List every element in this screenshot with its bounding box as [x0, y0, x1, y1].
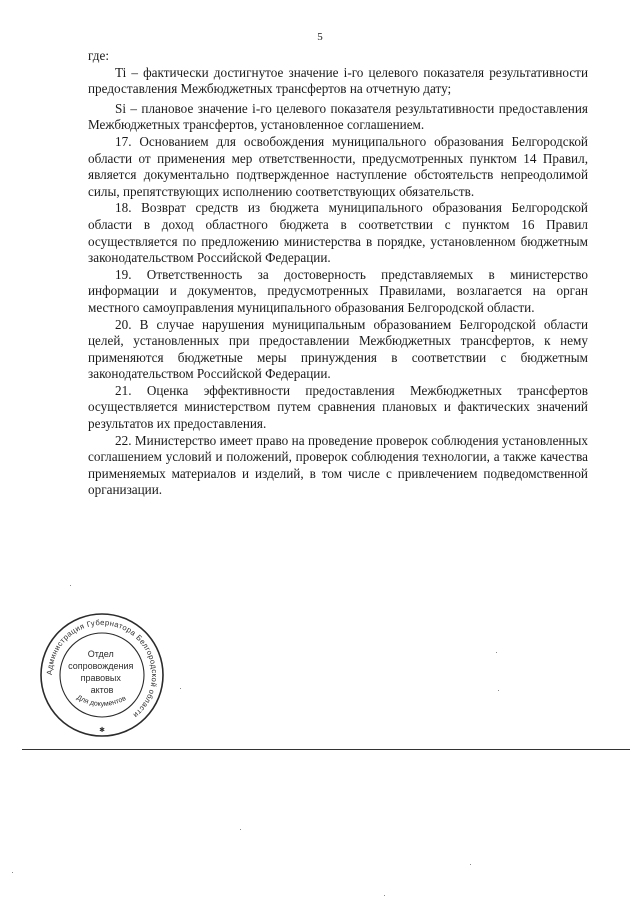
scan-speck	[470, 864, 471, 865]
scan-speck	[180, 688, 181, 689]
paragraph-21: 21. Оценка эффективности предоставления Межбюджетных трансфертов осуществляется министерством путем сравнения плановых и фактических значений результатов их предоставления.	[88, 382, 588, 432]
scan-speck	[12, 872, 13, 873]
stamp-line-1: Отдел	[87, 649, 114, 659]
paragraph-ti-definition: Ti – фактически достигнутое значение i-го целевого показателя результативности предоставления Межбюджетных трансфертов на отчетную дату;	[88, 64, 588, 97]
stamp-line-4: актов	[90, 685, 114, 695]
stamp-bottom-text: Для документов	[75, 694, 128, 709]
paragraph-si-definition: Si – плановое значение i-го целевого показателя результативности предоставления Межбюджетных трансфертов, установленное соглашением.	[88, 100, 588, 133]
svg-text:Для документов	[75, 694, 127, 708]
horizontal-rule	[22, 749, 630, 750]
stamp-ring-text: Администрация Губернатора Белгородской области	[44, 617, 160, 720]
paragraph-19: 19. Ответственность за достоверность представляемых в министерство информации и документов, предусмотренных Правилами, возлагается на орган местного самоуправления муниципального образования Белгородской области.	[88, 266, 588, 315]
scan-speck	[496, 652, 497, 653]
stamp-line-2: сопровождения	[68, 661, 134, 671]
official-stamp	[39, 612, 165, 738]
stamp-star-icon: ✱	[99, 726, 105, 734]
paragraph-20: 20. В случае нарушения муниципальным образованием Белгородской области целей, установленных при предоставлении Межбюджетных трансфертов, к нему применяются бюджетные меры принуждения в соответствии с бюджетным законодательством Российской Федерации.	[88, 316, 588, 382]
svg-text:Отдел сопровождения пр	[68, 649, 136, 695]
paragraph-18: 18. Возврат средств из бюджета муниципального образования Белгородской области в доход областного бюджета в соответствии с пунктом 16 Правил осуществляется по предложению министерства в порядке, установленном бюджетным законодательством Российской Федерации.	[88, 200, 588, 266]
scan-speck	[70, 585, 71, 586]
paragraph-intro: где:	[88, 48, 109, 63]
document-body	[88, 48, 588, 499]
scan-speck	[498, 690, 499, 691]
stamp-line-3: правовых	[80, 673, 121, 683]
page-number: 5	[317, 31, 323, 43]
scan-speck	[240, 829, 241, 830]
paragraph-22: 22. Министерство имеет право на проведение проверок соблюдения установленных соглашением условий и положений, проверок соблюдения технологии, а также качества применяемых материалов и изделий, в том числе с привлечением подведомственной организации.	[88, 432, 588, 498]
paragraph-17: 17. Основанием для освобождения муниципального образования Белгородской области от применения мер ответственности, предусмотренных пунктом 14 Правил, является документально подтвержденное наступление обстоятельств непреодолимой силы, препятствующих исполнению соответствующих обязательств.	[88, 133, 588, 199]
scan-speck	[384, 895, 385, 896]
